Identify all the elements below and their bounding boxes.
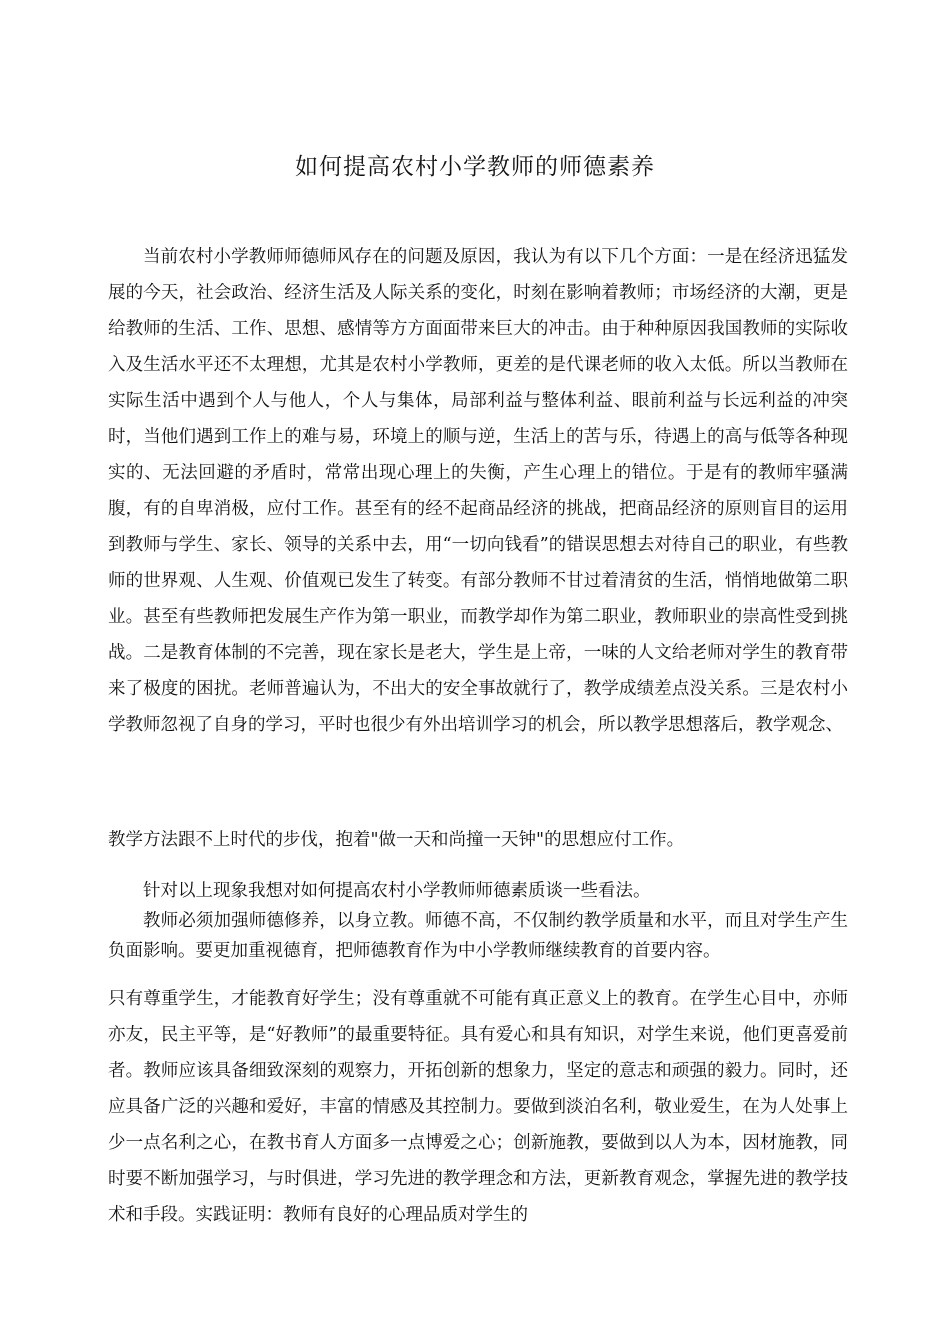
paragraph-intro-views: 针对以上现象我想对如何提高农村小学教师师德素质谈一些看法。 bbox=[143, 881, 651, 901]
paragraph-block bbox=[108, 239, 848, 743]
paragraph-block bbox=[108, 981, 848, 1233]
paragraph-respect-students: 只有尊重学生，才能教育好学生；没有尊重就不可能有真正意义上的教育。在学生心目中，亦师亦友，民主平等，是“好教师”的最重要特征。具有爱心和具有知识，对学生来说，他们更喜爱前者。教师应该具备细致深刻的观察力，开拓创新的想象力，坚定的意志和顽强的毅力。同时，还应具备广泛的兴趣和爱好，丰富的情感及其控制力。要做到淡泊名利，敬业爱生，在为人处事上少一点名利之心，在教书育人方面多一点博爱之心；创新施教，要做到以人为本，因材施教，同时要不断加强学习，与时俱进，学习先进的教学理念和方法，更新教育观念，掌握先进的教学技术和手段。实践证明：教师有良好的心理品质对学生的 bbox=[108, 989, 848, 1225]
paragraph-continuation: 教学方法跟不上时代的步伐，抱着"做一天和尚撞一天钟"的思想应付工作。 bbox=[108, 830, 685, 850]
paragraph-block bbox=[108, 825, 848, 855]
document-title: 如何提高农村小学教师的师德素养 bbox=[295, 154, 655, 180]
paragraph-causes: 当前农村小学教师师德师风存在的问题及原因，我认为有以下几个方面：一是在经济迅猛发展的今天，社会政治、经济生活及人际关系的变化，时刻在影响着教师；市场经济的大潮，更是给教师的生活、工作、思想、感情等方方面面带来巨大的冲击。由于种种原因我国教师的实际收入及生活水平还不太理想，尤其是农村小学教师，更差的是代课老师的收入太低。所以当教师在实际生活中遇到个人与他人，个人与集体，局部利益与整体利益、眼前利益与长远利益的冲突时，当他们遇到工作上的难与易，环境上的顺与逆，生活上的苦与乐，待遇上的高与低等各种现实的、无法回避的矛盾时，常常出现心理上的失衡，产生心理上的错位。于是有的教师牢骚满腹，有的自卑消极，应付工作。甚至有的经不起商品经济的挑战，把商品经济的原则盲目的运用到教师与学生、家长、领导的关系中去，用“一切向钱看”的错误思想去对待自己的职业，有些教师的世界观、人生观、价值观已发生了转变。有部分教师不甘过着清贫的生活，悄悄地做第二职业。甚至有些教师把发展生产作为第一职业，而教学却作为第二职业，教师职业的崇高性受到挑战。二是教育体制的不完善，现在家长是老大，学生是上帝，一味的人文给老师对学生的教育带来了极度的困扰。老师普遍认为，不出大的安全事故就行了，教学成绩差点没关系。三是农村小学教师忽视了自身的学习，平时也很少有外出培训学习的机会，所以教学思想落后，教学观念、 bbox=[108, 247, 848, 735]
paragraph-block bbox=[108, 876, 848, 966]
paragraph-teacher-ethics: 教师必须加强师德修养，以身立教。师德不高，不仅制约教学质量和水平，而且对学生产生负面影响。要更加重视德育，把师德教育作为中小学教师继续教育的首要内容。 bbox=[108, 911, 848, 961]
